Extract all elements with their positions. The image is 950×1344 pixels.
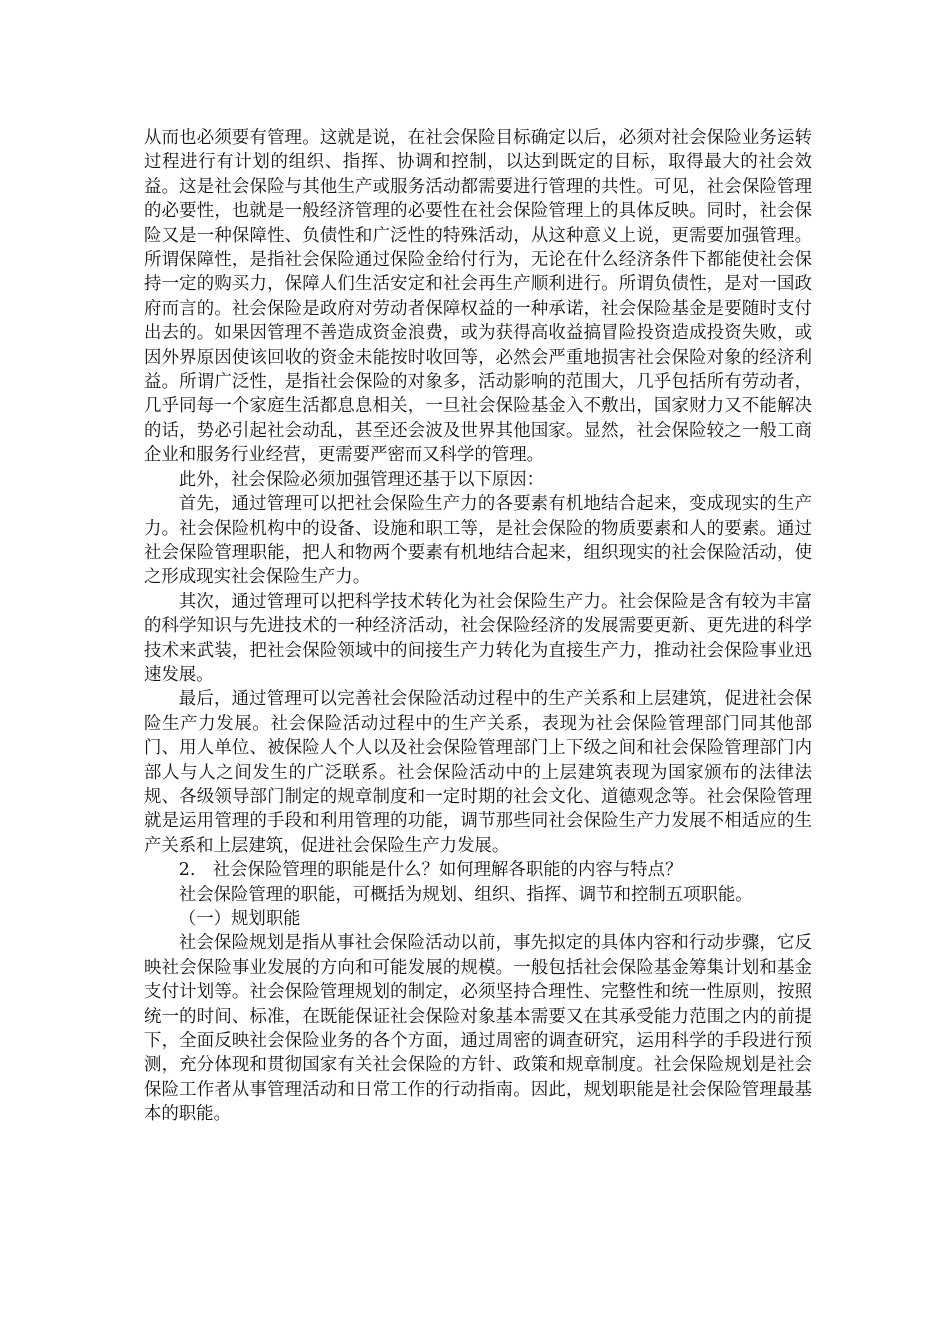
question-heading: 2. 社会保险管理的职能是什么？如何理解各职能的内容与特点？ — [178, 860, 683, 881]
paragraph-third-reason: 最后，通过管理可以完善社会保险活动过程中的生产关系和上层建筑，促进社会保险生产力发展。社会保险活动过程中的生产关系，表现为社会保险管理部门同其他部门、用人单位、被保险人个人以及社会保险管理部门上下级之间和社会保险管理部门内部人与人之间发生的广泛联系。社会保险活动中的上层建筑表现为国家颁布的法律法规、各级领导部门制定的规章制度和一定时期的社会文化、道德观念等。社会保险管理就是运用管理的手段和利用管理的功能，调节那些同社会保险生产力发展不相适应的生产关系和上层建筑，促进社会保险生产力发展。 — [144, 689, 812, 856]
paragraph-five-functions: 社会保险管理的职能，可概括为规划、组织、指挥、调节和控制五项职能。 — [178, 884, 753, 905]
subheading-planning-function: （一）规划职能 — [178, 909, 301, 929]
paragraph-planning-function: 社会保险规划是指从事社会保险活动以前，事先拟定的具体内容和行动步骤，它反映社会保险事业发展的方向和可能发展的规模。一般包括社会保险基金筹集计划和基金支付计划等。社会保险管理规划的制定，必须坚持合理性、完整性和统一性原则，按照统一的时间、标准，在既能保证社会保险对象基本需要又在其承受能力范围之内的前提下，全面反映社会保险业务的各个方面，通过周密的调查研究，运用科学的手段进行预测，充分体现和贯彻国家有关社会保险的方针、政策和规章制度。社会保险规划是社会保险工作者从事管理活动和日常工作的行动指南。因此，规划职能是社会保险管理最基本的职能。 — [144, 933, 812, 1125]
paragraph-first-reason: 首先，通过管理可以把社会保险生产力的各要素有机地结合起来，变成现实的生产力。社会保险机构中的设备、设施和职工等，是社会保险的物质要素和人的要素。通过社会保险管理职能，把人和物两个要素有机地结合起来，组织现实的社会保险活动，使之形成现实社会保险生产力。 — [144, 494, 812, 588]
paragraph-additional-reasons: 此外，社会保险必须加强管理还基于以下原因： — [178, 469, 545, 490]
paragraph-necessity-of-management: 从而也必须要有管理。这就是说，在社会保险目标确定以后，必须对社会保险业务运转过程进行有计划的组织、指挥、协调和控制，以达到既定的目标，取得最大的社会效益。这是社会保险与其他生产或服务活动都需要进行管理的共性。可见，社会保险管理的必要性，也就是一般经济管理的必要性在社会保险管理上的具体反映。同时，社会保险又是一种保障性、负债性和广泛性的特殊活动，从这种意义上说，更需要加强管理。所谓保障性，是指社会保险通过保险金给付行为，无论在什么经济条件下都能使社会保持一定的购买力，保障人们生活安定和社会再生产顺利进行。所谓负债性，是对一国政府而言的。社会保险是政府对劳动者保障权益的一种承诺，社会保险基金是要随时支付出去的。如果因管理不善造成资金浪费，或为获得高收益搞冒险投资造成投资失败，或因外界原因使该回收的资金未能按时收回等，必然会严重地损害社会保险对象的经济利益。所谓广泛性，是指社会保险的对象多，活动影响的范围大，几乎包括所有劳动者，几乎同每一个家庭生活都息息相关，一旦社会保险基金入不敷出，国家财力又不能解决的话，势必引起社会动乱，甚至还会波及世界其他国家。显然，社会保险较之一般工商企业和服务行业经营，更需要严密而又科学的管理。 — [144, 128, 812, 466]
paragraph-second-reason: 其次，通过管理可以把科学技术转化为社会保险生产力。社会保险是含有较为丰富的科学知识与先进技术的一种经济活动，社会保险经济的发展需要更新、更先进的科学技术来武装，把社会保险领域中的间接生产力转化为直接生产力，推动社会保险事业迅速发展。 — [144, 591, 812, 685]
document-body — [144, 126, 812, 1127]
